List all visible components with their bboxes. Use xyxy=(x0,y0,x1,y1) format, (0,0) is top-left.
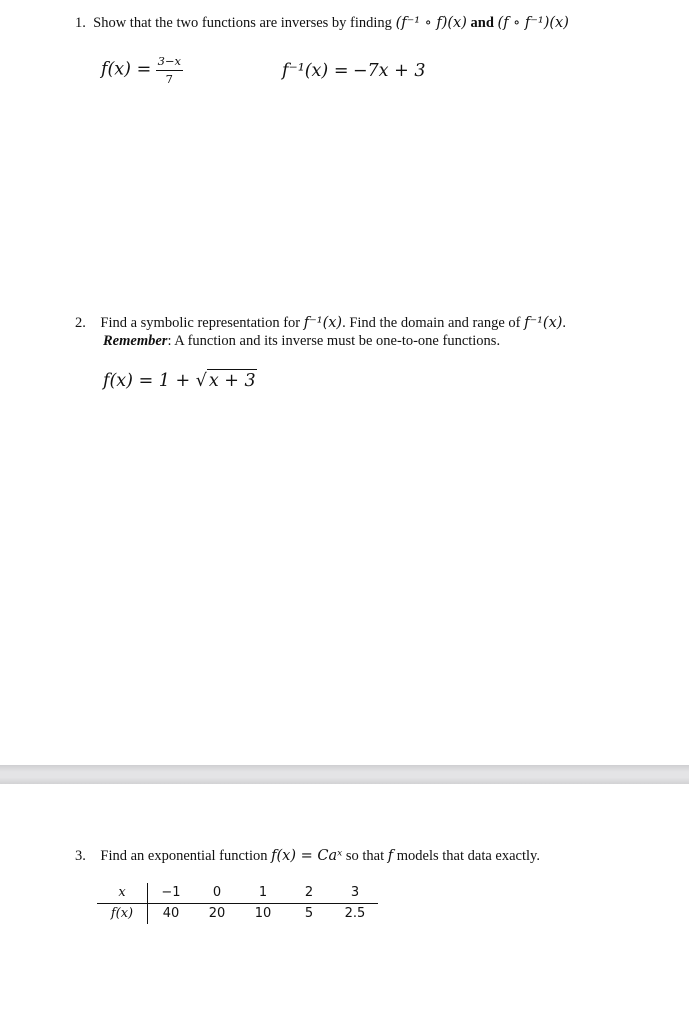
f-fraction xyxy=(156,56,183,85)
finv-ref-1: f⁻¹(x) xyxy=(303,315,343,331)
data-table xyxy=(97,883,378,924)
remember-label: Remember xyxy=(103,333,168,349)
table-cell: 3 xyxy=(332,883,378,904)
problem-3-text-c: models that data exactly. xyxy=(393,848,540,864)
problem-2-text-c: . xyxy=(562,315,567,331)
table-cell: 1 xyxy=(240,883,286,904)
table-cell: 2 xyxy=(286,883,332,904)
f2-lhs: f(x) = 1 + xyxy=(103,371,196,391)
problem-2-text-b: . Find the domain and range of xyxy=(342,315,525,331)
problem-2-number: 2. xyxy=(75,315,86,331)
sqrt-symbol: √ xyxy=(195,371,207,391)
table-cell: 5 xyxy=(304,906,314,921)
table-header-fx: f(x) xyxy=(97,904,148,925)
problem-1-f-equation xyxy=(101,56,183,85)
remember-text: : A function and its inverse must be one-to-one functions. xyxy=(167,333,501,349)
page-break xyxy=(0,765,689,784)
finv-ref-2: f⁻¹(x) xyxy=(524,315,563,331)
problem-3-number: 3. xyxy=(75,848,86,864)
and-word: and xyxy=(466,15,498,31)
problem-1-text: Show that the two functions are inverses by finding xyxy=(93,15,396,31)
problem-2-prompt xyxy=(75,315,566,332)
problem-2-text-a: Find a symbolic representation for xyxy=(100,315,304,331)
table-row-x xyxy=(97,883,378,904)
table-row-fx xyxy=(97,904,378,925)
table-cell: 20 xyxy=(208,906,226,921)
composition-2: (f ∘ f⁻¹)(x) xyxy=(497,15,569,31)
finv-rhs: −7x + 3 xyxy=(352,61,426,81)
f-lhs: f(x) = xyxy=(101,59,152,80)
problem-3-prompt xyxy=(75,848,540,865)
problem-2-equation xyxy=(103,370,257,391)
table-cell: −1 xyxy=(148,883,195,904)
finv-lhs: f⁻¹(x) = xyxy=(282,61,349,81)
f-symbol: f xyxy=(387,848,394,864)
f-numerator: 3−x xyxy=(156,56,183,71)
f-denominator: 7 xyxy=(165,71,173,86)
problem-1-finv-equation xyxy=(282,60,425,81)
table-cell: 2.5 xyxy=(344,906,366,921)
remember-note xyxy=(103,333,500,350)
problem-1-number: 1. xyxy=(75,15,86,31)
problem-3-text-b: so that xyxy=(342,848,388,864)
table-cell: 10 xyxy=(254,906,272,921)
table-cell: 0 xyxy=(194,883,240,904)
radicand: x + 3 xyxy=(208,371,256,391)
exp-function: f(x) = Caˣ xyxy=(271,848,343,864)
table-cell: 40 xyxy=(162,906,180,921)
problem-1-prompt xyxy=(75,15,569,32)
problem-3-text-a: Find an exponential function xyxy=(100,848,272,864)
composition-1: (f⁻¹ ∘ f)(x) xyxy=(395,15,467,31)
table-header-x: x xyxy=(97,883,148,904)
